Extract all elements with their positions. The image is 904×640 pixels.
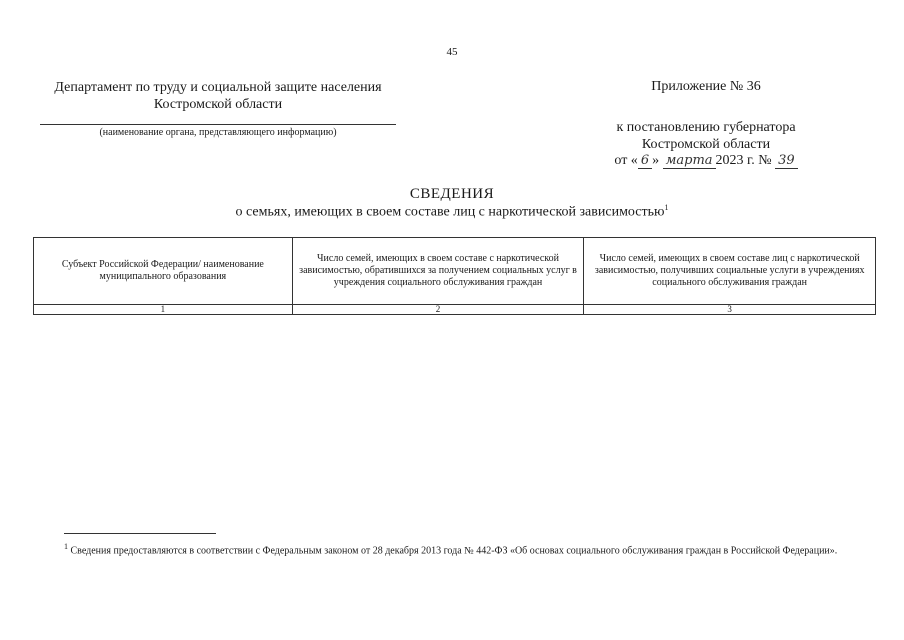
subtitle-text: о семьях, имеющих в своем составе лиц с наркотической зависимостью — [235, 204, 665, 220]
subtitle-footnote-mark: 1 — [664, 203, 669, 212]
page-number: 45 — [446, 46, 458, 58]
document-subtitle — [0, 203, 904, 221]
organization-name — [40, 79, 396, 113]
footnote — [64, 540, 864, 557]
data-table — [33, 237, 876, 315]
handwritten-number: 39 — [775, 153, 798, 169]
column-number-1: 1 — [34, 305, 293, 315]
handwritten-month: марта — [663, 153, 716, 169]
org-underline — [40, 124, 396, 125]
decree-line-2: Костромской области — [641, 137, 771, 152]
header-cell-served-families: Число семей, имеющих в своем составе лиц с наркотической зависимостью, получивших социальные услуги в учреждениях социального обслуживания граждан — [584, 238, 876, 305]
column-number-3: 3 — [584, 305, 876, 315]
date-year: 2023 г. № — [715, 153, 772, 168]
decree-date-line — [590, 153, 822, 169]
column-number-2: 2 — [292, 305, 584, 315]
handwritten-day: 6 — [638, 153, 652, 169]
document-title: СВЕДЕНИЯ — [409, 186, 495, 202]
org-line-1: Департамент по труду и социальной защите населения — [54, 80, 382, 95]
table-number-row — [34, 305, 876, 315]
footnote-separator — [64, 533, 216, 534]
appendix-number: Приложение № 36 — [651, 79, 761, 94]
org-hint: (наименование органа, представляющего информацию) — [99, 127, 337, 138]
org-line-2: Костромской области — [153, 97, 283, 112]
date-prefix: от « — [614, 153, 638, 168]
decree-line-1: к постановлению губернатора — [616, 120, 796, 135]
decree-reference — [590, 119, 822, 153]
header-cell-subject: Субъект Российской Федерации/ наименование муниципального образования — [34, 238, 293, 305]
footnote-mark: 1 — [64, 542, 68, 551]
header-cell-applied-families: Число семей, имеющих в своем составе с наркотической зависимостью, обратившихся за получением социальных услуг в учреждения социального обслуживания граждан — [292, 238, 584, 305]
table-header-row — [34, 238, 876, 305]
date-mid: » — [652, 153, 660, 168]
footnote-text: Сведения предоставляются в соответствии с Федеральным законом от 28 декабря 2013 года № 442-ФЗ «Об основах социального обслуживания граждан в Российской Федерации». — [68, 545, 838, 557]
